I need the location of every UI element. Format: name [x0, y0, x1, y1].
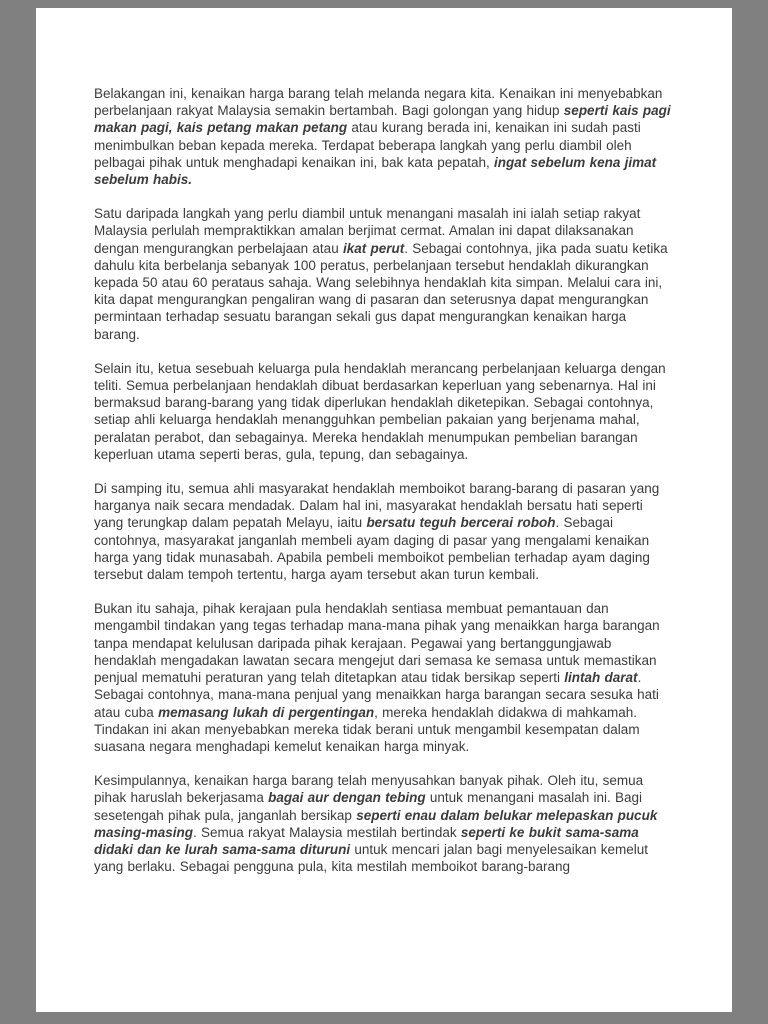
document-body — [36, 8, 732, 875]
proverb-emphasis-text: bagai aur dengan tebing — [268, 790, 426, 806]
proverb-emphasis-text: memasang lukah di pergentingan — [158, 704, 375, 720]
body-text: . Sebagai contohnya, mana-mana penjual yang menaikkan harga barangan secara sesuka hati atau cuba — [94, 670, 659, 720]
proverb-emphasis-text: seperti enau dalam belukar melepaskan pucuk masing-masing — [94, 807, 658, 840]
body-text: untuk mencari jalan bagi menyelesaikan kemelut yang berlaku. Sebagai pengguna pula, kita mestilah memboikot barang-barang — [94, 841, 648, 875]
document-page — [36, 8, 732, 1012]
proverb-emphasis-text: seperti ke bukit sama-sama didaki dan ke lurah sama-sama dituruni — [94, 824, 639, 857]
body-text: . Sebagai contohnya, jika pada suatu ketika dahulu kita berbelanja sebanyak 100 peratus, perbelanjaan tersebut hendaklah dikurangkan kepada 50 atau 60 perataus sahaja. Wang selebihnya hendaklah kita simpan. Melalui cara ini, kita dapat mengurangkan pengaliran wang di pasaran dan seterusnya dapat mengurangkan permintaan terhadap sesuatu barangan sekali gus dapat mengurangkan kenaikan harga barang. — [94, 240, 668, 342]
body-text: Satu daripada langkah yang perlu diambil untuk menangani masalah ini ialah setiap rakyat Malaysia perlulah mempraktikkan amalan berjimat cermat. Amalan ini dapat dilaksanakan dengan mengurangkan perbelajaan atau — [94, 206, 641, 256]
proverb-emphasis-text: bersatu teguh bercerai roboh — [366, 515, 556, 531]
paragraph — [94, 600, 674, 755]
paragraph — [94, 772, 674, 875]
proverb-emphasis-text: ingat sebelum kena jimat sebelum habis. — [94, 154, 657, 188]
proverb-emphasis-text: lintah darat — [564, 670, 638, 686]
paragraph — [94, 205, 674, 343]
body-text: Di samping itu, semua ahli masyarakat hendaklah memboikot barang-barang di pasaran yang harganya naik secara mendadak. Dalam hal ini, masyarakat hendaklah bersatu hati seperti yang terungkap dalam pepatah Melayu, iaitu — [94, 481, 660, 531]
paragraph — [94, 85, 674, 188]
body-text: Kesimpulannya, kenaikan harga barang telah menyusahkan banyak pihak. Oleh itu, semua pihak haruslah bekerjasama — [94, 773, 644, 806]
body-text: . Semua rakyat Malaysia mestilah bertindak — [193, 824, 461, 840]
paragraph — [94, 360, 674, 463]
body-text: . Sebagai contohnya, masyarakat janganlah membeli ayam daging di pasar yang mengalami kenaikan harga yang tidak munasabah. Apabila pembeli memboikot pembelian terhadap ayam daging tersebut dalam tempoh tertentu, harga ayam tersebut akan turun kembali. — [94, 515, 650, 583]
body-text: , mereka hendaklah didakwa di mahkamah. Tindakan ini akan menyebabkan mereka tidak berani untuk mengambil kesempatan dalam suasana negara menghadapi kemelut kenaikan harga minyak. — [94, 704, 640, 754]
body-text: Belakangan ini, kenaikan harga barang telah melanda negara kita. Kenaikan ini menyebabkan perbelanjaan rakyat Malaysia semakin bertambah. Bagi golongan yang hidup — [94, 86, 663, 119]
proverb-emphasis-text: seperti kais pagi makan pagi, kais petang makan petang — [94, 103, 671, 136]
body-text: atau kurang berada ini, kenaikan ini sudah pasti menimbulkan beban kepada mereka. Terdapat beberapa langkah yang perlu diambil oleh pelbagai pihak untuk menghadapi kenaikan ini, bak kata pepatah, — [94, 120, 641, 170]
body-text: Bukan itu sahaja, pihak kerajaan pula hendaklah sentiasa membuat pemantauan dan mengambil tindakan yang tegas terhadap mana-mana pihak yang menaikkan harga barangan tanpa mendapat kelulusan daripada pihak kerajaan. Pegawai yang bertanggungjawab hendaklah mengadakan lawatan secara mengejut dari semasa ke semasa untuk memastikan penjual mematuhi peraturan yang telah ditetapkan atau tidak bersikap seperti — [94, 601, 660, 686]
proverb-emphasis-text: ikat perut — [342, 240, 405, 256]
body-text: untuk menangani masalah ini. Bagi sesetengah pihak pula, janganlah bersikap — [94, 790, 643, 823]
body-text: Selain itu, ketua sesebuah keluarga pula hendaklah merancang perbelanjaan keluarga dengan teliti. Semua perbelanjaan hendaklah dibuat berdasarkan keperluan yang sebenarnya. Hal ini bermaksud barang-barang yang tidak diperlukan hendaklah diketepikan. Sebagai contohnya, setiap ahli keluarga hendaklah menangguhkan pembelian pakaian yang berjenama mahal, peralatan perabot, dan sebagainya. Mereka hendaklah menumpukan pembelian barangan keperluan utama seperti beras, gula, tepung, dan sebagainya. — [94, 360, 666, 462]
paragraph — [94, 480, 674, 583]
